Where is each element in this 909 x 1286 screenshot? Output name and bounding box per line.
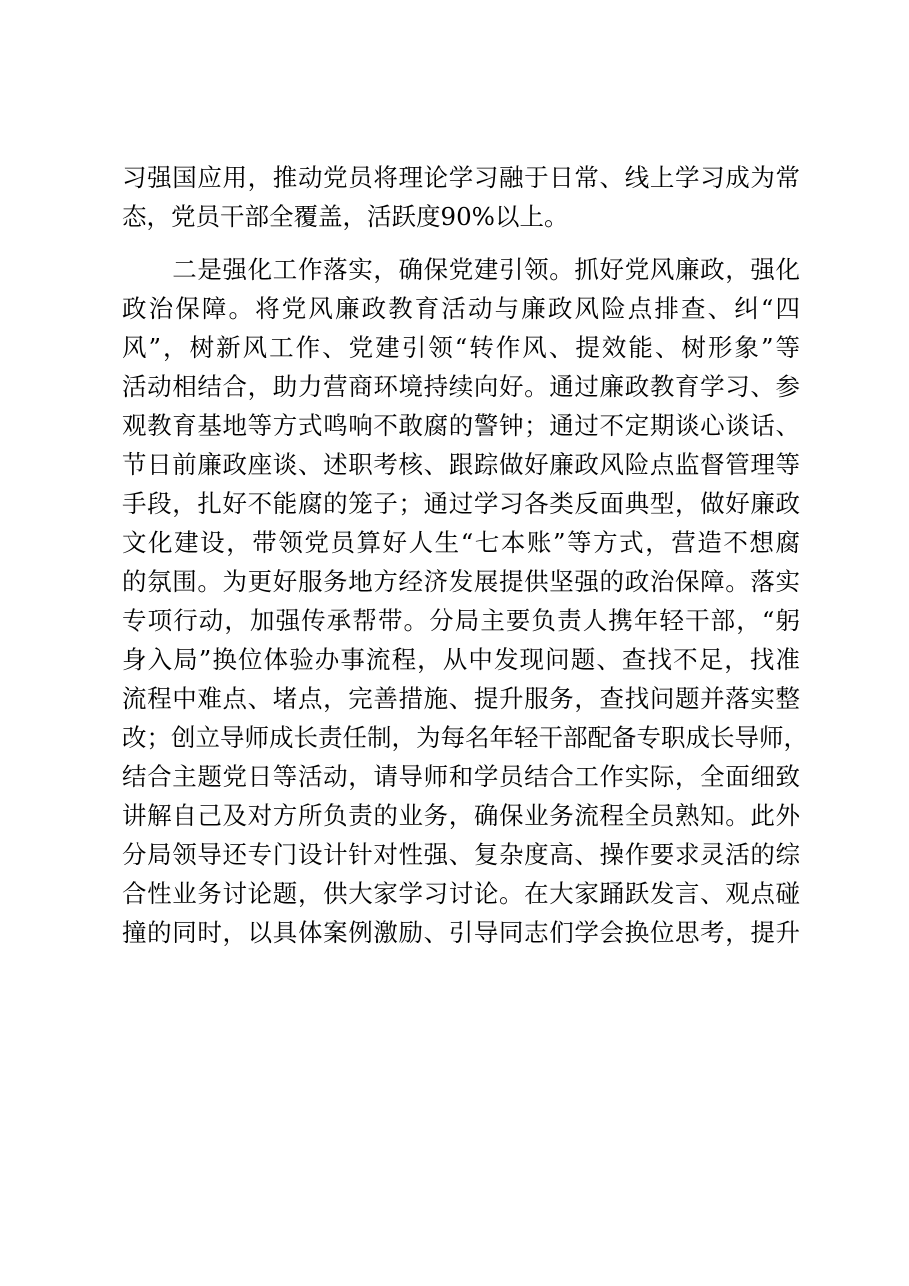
paragraph-2-line-16: 分局领导还专门设计针对性强、复杂度高、操作要求灵活的综 bbox=[122, 840, 800, 869]
paragraph-2-line-1: 二是强化工作落实，确保党建引领。抓好党风廉政，强化 bbox=[122, 255, 800, 284]
paragraph-2-line-11: 身入局”换位体验办事流程，从中发现问题、查找不足，找准 bbox=[122, 645, 800, 674]
paragraph-2-line-9: 的氛围。为更好服务地方经济发展提供坚强的政治保障。落实 bbox=[122, 567, 800, 596]
paragraph-gap bbox=[122, 236, 800, 250]
paragraph-2-line-3: 风”，树新风工作、党建引领“转作风、提效能、树形象”等 bbox=[122, 333, 800, 362]
paragraph-2-line-15: 讲解自己及对方所负责的业务，确保业务流程全员熟知。此外 bbox=[122, 801, 800, 830]
paragraph-2-line-17: 合性业务讨论题，供大家学习讨论。在大家踊跃发言、观点碰 bbox=[122, 879, 800, 908]
paragraph-2-line-4: 活动相结合，助力营商环境持续向好。通过廉政教育学习、参 bbox=[122, 372, 800, 401]
paragraph-2-line-13: 改；创立导师成长责任制，为每名年轻干部配备专职成长导师， bbox=[122, 723, 808, 752]
paragraph-2-line-6: 节日前廉政座谈、述职考核、跟踪做好廉政风险点监督管理等 bbox=[122, 450, 800, 479]
paragraph-2-line-7: 手段，扎好不能腐的笼子；通过学习各类反面典型，做好廉政 bbox=[122, 489, 800, 518]
paragraph-2-line-2: 政治保障。将党风廉政教育活动与廉政风险点排查、纠“四 bbox=[122, 294, 800, 323]
paragraph-2-line-10: 专项行动，加强传承帮带。分局主要负责人携年轻干部，“躬 bbox=[122, 606, 800, 635]
paragraph-2-line-5: 观教育基地等方式鸣响不敢腐的警钟；通过不定期谈心谈话、 bbox=[122, 411, 800, 440]
paragraph-2-line-12: 流程中难点、堵点，完善措施、提升服务，查找问题并落实整 bbox=[122, 684, 800, 713]
paragraph-1-line-2: 态，党员干部全覆盖，活跃度90%以上。 bbox=[122, 202, 569, 231]
paragraph-2-line-18: 撞的同时，以具体案例激励、引导同志们学会换位思考，提升 bbox=[122, 918, 800, 947]
document-body bbox=[122, 158, 808, 952]
paragraph-1-line-1: 习强国应用，推动党员将理论学习融于日常、线上学习成为常 bbox=[122, 163, 800, 192]
paragraph-2-line-14: 结合主题党日等活动，请导师和学员结合工作实际，全面细致 bbox=[122, 762, 800, 791]
paragraph-2-line-8: 文化建设，带领党员算好人生“七本账”等方式，营造不想腐 bbox=[122, 528, 800, 557]
